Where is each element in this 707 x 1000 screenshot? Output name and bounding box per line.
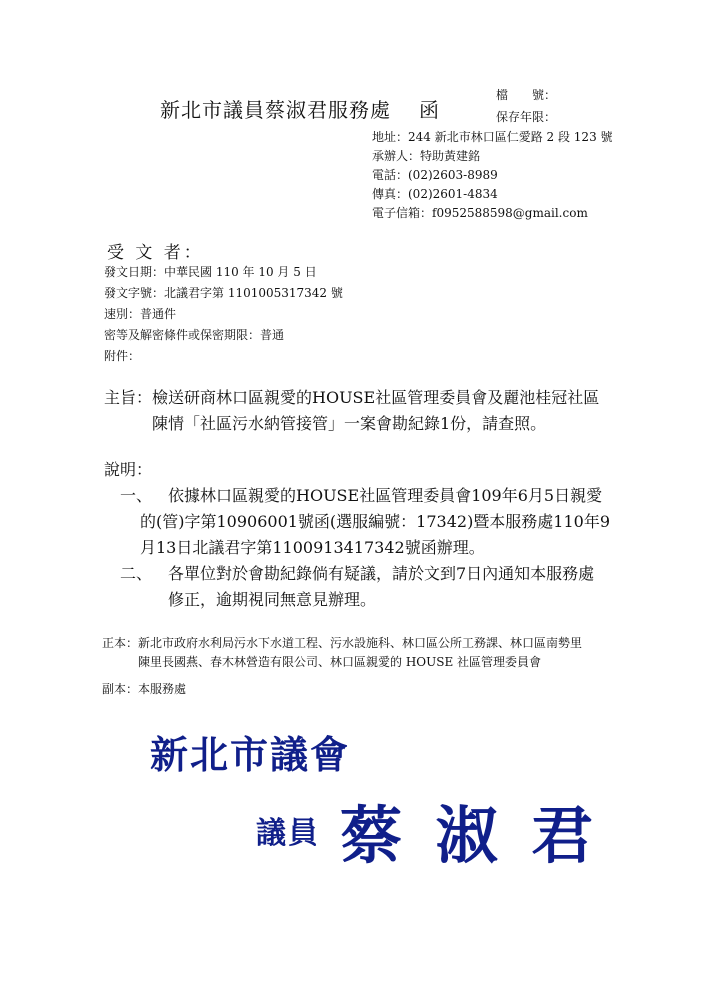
doc-type: 函 (419, 98, 440, 122)
councilor-name-seal: 蔡 淑 君 (340, 799, 600, 872)
secrecy-level: 密等及解密條件或保密期限：普通 (104, 328, 285, 342)
document-title (160, 94, 440, 123)
councilor-title-seal: 議員 (256, 816, 320, 851)
explanation-label: 說明： (104, 460, 153, 479)
doc-number: 發文字號：北議君字第 1101005317342 號 (104, 286, 343, 300)
item-2-line-2: 修正，逾期視同無意見辦理。 (168, 590, 377, 609)
subject-line-2: 陳情「社區污水納管接管」一案會勘紀錄1份，請查照。 (152, 414, 547, 433)
copy-recipients: 副本：本服務處 (102, 682, 187, 696)
item-2-number: 二、 (120, 564, 153, 583)
item-1-line-1: 依據林口區親愛的HOUSE社區管理委員會109年6月5日親愛 (168, 486, 603, 505)
main-recipients-line-1: 正本：新北市政府水利局污水下水道工程、污水設施科、林口區公所工務課、林口區南勢里 (102, 636, 583, 650)
sender-fax: 傳真：(02)2601-4834 (372, 187, 498, 201)
sender-email: 電子信箱：f0952588598@gmail.com (372, 206, 588, 220)
item-2-line-1: 各單位對於會勘紀錄倘有疑議，請於文到7日內通知本服務處 (168, 564, 595, 583)
retention-label: 保存年限： (496, 110, 557, 124)
item-1-line-2: 的(管)字第10906001號函(選服編號：17342)暨本服務處110年9 (140, 512, 611, 531)
sender-address: 地址：244 新北市林口區仁愛路 2 段 123 號 (372, 130, 613, 144)
attachment-label: 附件： (104, 349, 141, 363)
issue-date: 發文日期：中華民國 110 年 10 月 5 日 (104, 265, 317, 279)
archive-number-label: 檔 號： (496, 88, 557, 102)
speed-class: 速別：普通件 (104, 307, 177, 321)
item-1-number: 一、 (120, 486, 153, 505)
main-recipients-line-2: 陳里長國燕、春木林營造有限公司、林口區親愛的 HOUSE 社區管理委員會 (138, 655, 542, 669)
item-1-line-3: 月13日北議君字第1100913417342號函辦理。 (140, 538, 485, 557)
subject-line-1: 主旨：檢送研商林口區親愛的HOUSE社區管理委員會及麗池桂冠社區 (104, 388, 600, 407)
sender-phone: 電話：(02)2603-8989 (372, 168, 498, 182)
sender-contact: 承辦人：特助黃建銘 (372, 149, 481, 163)
recipient-label: 受 文 者： (107, 243, 204, 263)
council-seal: 新北市議會 (150, 733, 351, 777)
office-name: 新北市議員蔡淑君服務處 (160, 98, 391, 122)
